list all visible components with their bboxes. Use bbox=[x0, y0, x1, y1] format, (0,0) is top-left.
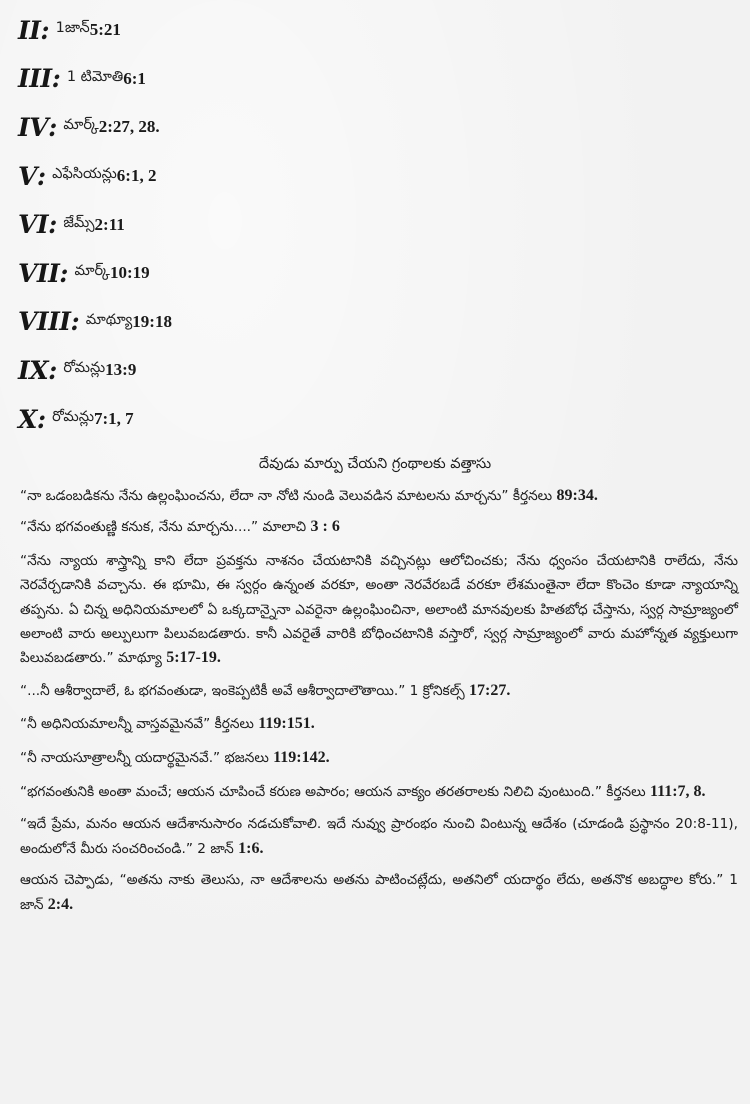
reference-verse: 6:1, 2 bbox=[116, 166, 157, 186]
reference-item bbox=[18, 298, 718, 347]
roman-numeral: IV bbox=[18, 112, 49, 142]
verse-citation: 119:151. bbox=[258, 715, 315, 733]
reference-item bbox=[18, 346, 718, 395]
roman-numeral: IX bbox=[18, 355, 49, 385]
scripture-paragraph bbox=[20, 549, 738, 671]
reference-book: 1 టిమోతి bbox=[66, 68, 124, 85]
verse-citation: 1:6. bbox=[238, 839, 264, 857]
numeral-colon: : bbox=[48, 210, 58, 240]
roman-numeral: VII bbox=[18, 258, 60, 288]
reference-book: మార్క్ bbox=[74, 263, 110, 280]
verse-citation: 3 : 6 bbox=[310, 518, 340, 536]
verse-citation: 119:142. bbox=[273, 748, 330, 766]
paragraph-text: “...నీ ఆశీర్వాదాలే, ఓ భగవంతుడా, ఇంకెప్పటికీ అవే ఆశీర్వాదాలౌతాయి.” 1 క్రోనికల్స్ bbox=[20, 682, 470, 699]
roman-numeral: VI bbox=[18, 210, 49, 240]
paragraph-text: “ఇదే ప్రేమ, మనం ఆయన ఆదేశానుసారం నడచుకోవాలి. ఇదే నువ్వు ప్రారంభం నుంచి వింటున్న ఆదేశం (చూడండి ప్రస్థానం 20:8-11), అందులోనే మీరు సంచరించండి.” 2 జాన్ bbox=[20, 816, 738, 857]
paragraph-text: “నీ నాయసూత్రాలన్నీ యదార్థమైనవే.” భజనలు bbox=[20, 749, 274, 766]
reference-item bbox=[18, 55, 718, 104]
reference-book: రోమన్లు bbox=[52, 409, 94, 426]
numeral-colon: : bbox=[51, 64, 61, 94]
verse-citation: 111:7, 8. bbox=[649, 783, 706, 801]
paragraph-text: ఆయన చెప్పాడు, “అతను నాకు తెలుసు, నా ఆదేశాలను అతను పాటించట్లేదు, అతనిలో యదార్థం లేదు, అతనొక అబద్ధాల కోరు.” 1 జాన్ bbox=[20, 872, 738, 913]
reference-item bbox=[18, 152, 718, 201]
reference-verse: 13:9 bbox=[105, 360, 137, 380]
reference-verse: 5:21 bbox=[89, 20, 121, 40]
reference-item bbox=[18, 249, 718, 298]
numeral-colon: : bbox=[48, 112, 58, 142]
reference-item bbox=[18, 395, 718, 444]
roman-numeral: II bbox=[18, 15, 41, 45]
numeral-colon: : bbox=[40, 15, 50, 45]
scripture-paragraph bbox=[20, 780, 738, 804]
reference-item bbox=[18, 103, 718, 152]
numeral-colon: : bbox=[36, 404, 47, 434]
reference-book: మాథ్యూ bbox=[85, 311, 133, 328]
reference-verse: 7:1, 7 bbox=[93, 409, 134, 429]
roman-numeral: III bbox=[18, 64, 52, 94]
roman-numeral: VIII bbox=[18, 307, 71, 337]
scripture-paragraph bbox=[20, 712, 738, 736]
reference-book: ఎఫేసియన్లు bbox=[52, 166, 117, 183]
reference-book: 1జాన్ bbox=[55, 20, 90, 37]
scripture-paragraph bbox=[20, 746, 738, 770]
scripture-paragraph bbox=[20, 868, 738, 917]
paragraph-text: “భగవంతునికి అంతా మంచే; ఆయన చూపించే కరుణ అపారం; ఆయన వాక్యం తరతరాలకు నిలిచి వుంటుంది.” కీర్తనలు bbox=[20, 784, 650, 801]
scripture-body bbox=[20, 484, 738, 922]
reference-list bbox=[18, 6, 718, 443]
scripture-paragraph bbox=[20, 484, 738, 508]
paragraph-text: “నేను న్యాయ శాస్త్రాన్ని కాని లేదా ప్రవక్తను నాశనం చేయటానికి వచ్చినట్లు ఆలోచించకు; నేను ధ్వంసం చేయటానికి రాలేదు, నేను నెరవేర్చడానికి వచ్చాను. ఈ భూమి, ఈ స్వర్గం ఉన్నంత వరకూ, అంతా నెరవేరబడే వరకూ లేశమంతైనా లేదా కొంచెం కూడా న్యాయాన్ని తప్పను. ఏ చిన్న అధినియమాలలో ఏ ఒక్కదాన్నైనా ఎవరైనా ఉల్లంఘించినా, అలాంటి మానవులకు హితబోధ చేస్తాను, స్వర్గ సామ్రాజ్యంలో అలాంటి వారు అల్పులుగా పిలువబడతారు. కానీ ఎవరైతే వారికి బోధించటానికి వస్తారో, స్వర్గ సామ్రాజ్యంలో వారు మహోన్నత వ్యక్తులుగా పిలువబడతారు.” మాథ్యూ bbox=[20, 552, 738, 667]
verse-citation: 89:34. bbox=[556, 487, 598, 504]
section-title: దేవుడు మార్పు చేయని గ్రంథాలకు వత్తాసు bbox=[258, 456, 492, 472]
roman-numeral: V bbox=[18, 161, 37, 191]
numeral-colon: : bbox=[70, 307, 80, 337]
paragraph-text: “నా ఒడంబడికను నేను ఉల్లంఘించను, లేదా నా నోటి నుండి వెలువడిన మాటలను మార్చను” కీర్తనలు bbox=[20, 488, 557, 504]
numeral-colon: : bbox=[59, 258, 69, 288]
reference-verse: 10:19 bbox=[109, 263, 150, 283]
reference-verse: 6:1 bbox=[123, 68, 146, 88]
reference-book: జేమ్స్ bbox=[63, 214, 95, 231]
reference-book: రోమన్లు bbox=[63, 360, 106, 377]
verse-citation: 17:27. bbox=[469, 681, 511, 699]
reference-item bbox=[18, 6, 718, 55]
reference-book: మార్క్ bbox=[63, 117, 99, 134]
reference-verse: 19:18 bbox=[132, 311, 172, 331]
scripture-paragraph bbox=[20, 515, 738, 539]
verse-citation: 5:17-19. bbox=[166, 649, 221, 667]
numeral-colon: : bbox=[36, 161, 47, 191]
verse-citation: 2:4. bbox=[47, 895, 74, 913]
paragraph-text: “నీ అధినియమాలన్నీ వాస్తవమైనవే” కీర్తనలు bbox=[20, 716, 259, 733]
numeral-colon: : bbox=[48, 355, 58, 385]
scripture-paragraph bbox=[20, 679, 738, 703]
reference-verse: 2:27, 28. bbox=[98, 117, 160, 137]
paragraph-text: “నేను భగవంతుణ్ణి కనుక, నేను మార్చను....” మాలాచి bbox=[20, 519, 311, 536]
reference-item bbox=[18, 200, 718, 249]
reference-verse: 2:11 bbox=[94, 214, 125, 234]
scripture-paragraph bbox=[20, 812, 738, 861]
roman-numeral: X bbox=[18, 404, 37, 434]
